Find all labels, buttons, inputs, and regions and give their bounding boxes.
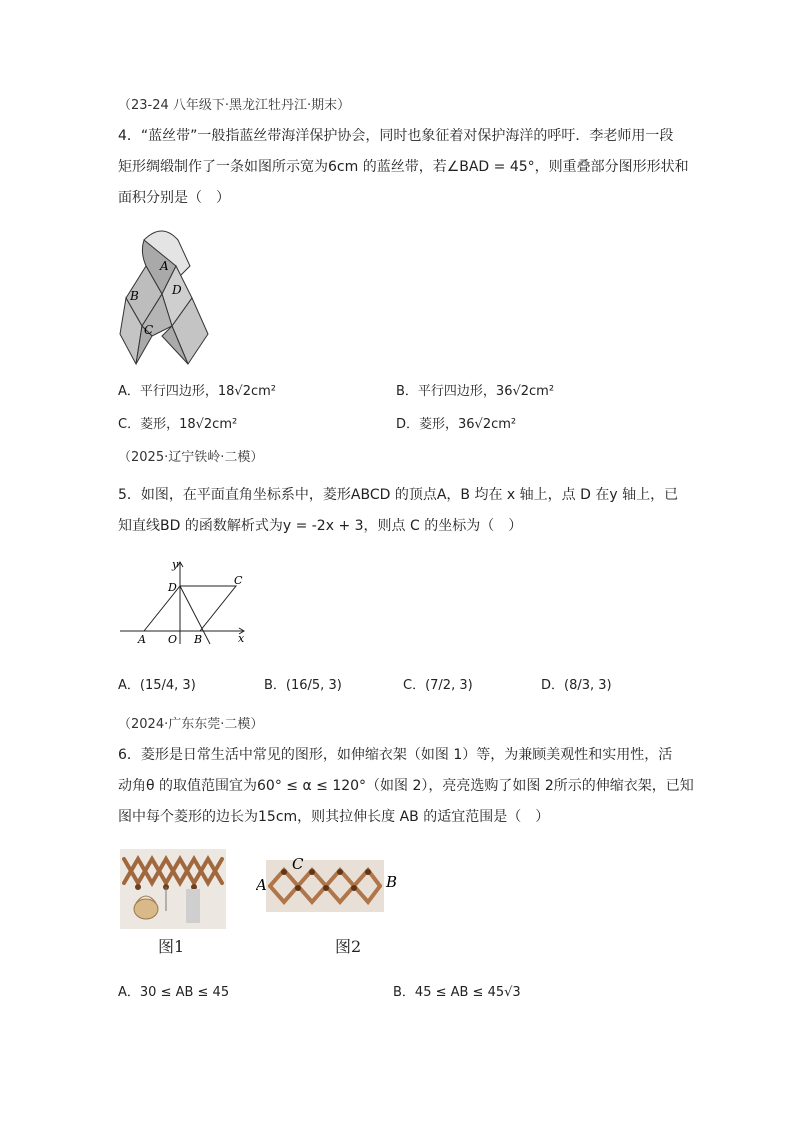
q5-option-a[interactable]: A．(15/4, 3) (118, 678, 196, 693)
rhombus-coordinate-figure (118, 556, 250, 646)
point-label-a: A (138, 633, 146, 646)
q4-option-b[interactable]: B．平行四边形，36√2cm² (396, 384, 555, 399)
q4-line-1: 4．“蓝丝带”一般指蓝丝带海洋保护协会，同时也象征着对保护海洋的呼吁．李老师用一段 (118, 128, 674, 144)
q5-source: （2025·辽宁铁岭·二模） (118, 450, 264, 465)
q4-option-c[interactable]: C．菱形，18√2cm² (118, 417, 238, 432)
q5-line-1: 5．如图，在平面直角坐标系中，菱形ABCD 的顶点A，B 均在 x 轴上，点 D 在y 轴上，已 (118, 487, 679, 503)
point-label-o: O (168, 633, 178, 646)
axis-label-x: x (238, 632, 245, 645)
hanger-photo-2 (256, 852, 402, 914)
axis-label-y: y (172, 558, 179, 571)
figure-1-caption: 图1 (158, 937, 185, 956)
point-label-d: D (168, 581, 177, 594)
hanger-label-c: C (292, 855, 304, 873)
hanger-label-a: A (256, 876, 267, 894)
ribbon-label-a: A (160, 259, 169, 273)
q6-option-b[interactable]: B．45 ≤ AB ≤ 45√3 (393, 985, 521, 1000)
point-label-c: C (234, 574, 243, 587)
q4-line-3: 面积分别是（ ） (118, 190, 230, 206)
q6-line-3: 图中每个菱形的边长为15cm，则其拉伸长度 AB 的适宜范围是（ ） (118, 809, 550, 825)
ribbon-label-b: B (130, 289, 139, 303)
q6-option-a[interactable]: A．30 ≤ AB ≤ 45 (118, 985, 230, 1000)
figure-2-caption: 图2 (335, 937, 362, 956)
q4-option-d[interactable]: D．菱形，36√2cm² (396, 417, 517, 432)
hanger-label-b: B (386, 873, 398, 891)
hanger-photo-1 (120, 849, 226, 929)
ribbon-figure (118, 226, 210, 368)
ribbon-label-c: C (144, 323, 154, 337)
q6-source: （2024·广东东莞·二模） (118, 717, 264, 732)
q5-option-c[interactable]: C．(7/2, 3) (403, 678, 473, 693)
q4-line-2: 矩形绸缎制作了一条如图所示宽为6cm 的蓝丝带，若∠BAD = 45°，则重叠部分图形形状和 (118, 159, 689, 175)
point-label-b: B (194, 633, 203, 646)
q5-option-d[interactable]: D．(8/3, 3) (541, 678, 612, 693)
q4-source: （23-24 八年级下·黑龙江牡丹江·期末） (118, 98, 351, 113)
q5-option-b[interactable]: B．(16/5, 3) (264, 678, 342, 693)
q6-line-2: 动角θ 的取值范围宜为60° ≤ α ≤ 120°（如图 2），亮亮选购了如图 2所示的伸缩衣架，已知 (118, 778, 694, 794)
q6-line-1: 6．菱形是日常生活中常见的图形，如伸缩衣架（如图 1）等，为兼顾美观性和实用性，活 (118, 747, 673, 763)
ribbon-label-d: D (172, 283, 182, 297)
q5-line-2: 知直线BD 的函数解析式为y = -2x + 3，则点 C 的坐标为（ ） (118, 518, 523, 534)
q4-option-a[interactable]: A．平行四边形，18√2cm² (118, 384, 277, 399)
